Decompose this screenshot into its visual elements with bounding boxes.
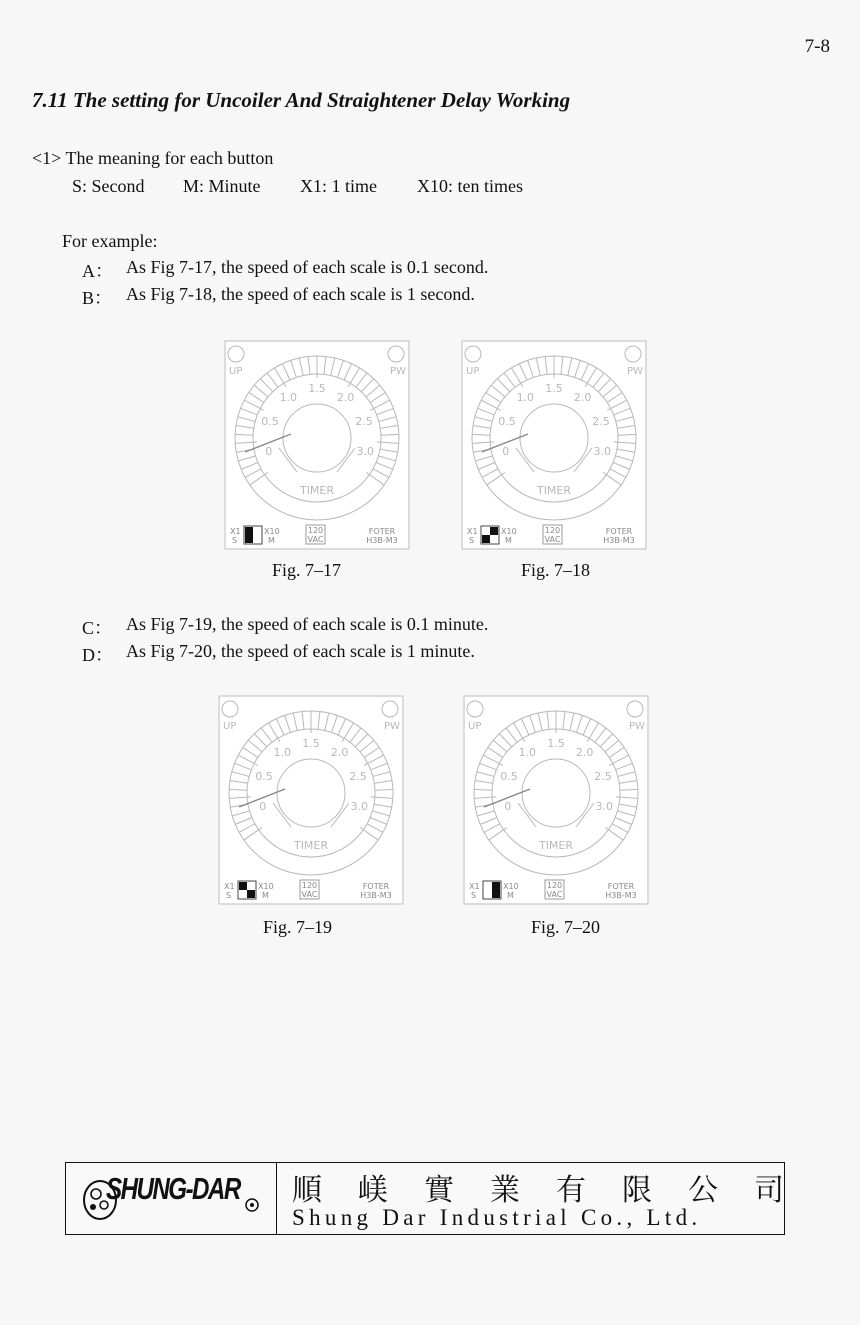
scale-label: 0.5 xyxy=(500,769,518,783)
definition-x1: X1: 1 time xyxy=(300,176,377,196)
chinese-char: 有 xyxy=(556,1173,586,1208)
dial-knob xyxy=(277,759,345,827)
scale-label: 1.0 xyxy=(516,391,535,405)
m-label: M xyxy=(262,891,269,900)
example-label: For example: xyxy=(62,231,158,251)
scale-label: 3.0 xyxy=(356,444,375,458)
scale-label: 2.0 xyxy=(336,391,355,405)
example-key-d: D： xyxy=(82,645,113,665)
m-label: M xyxy=(507,891,514,900)
scale-label: 0.5 xyxy=(261,414,279,428)
multiplier-switch-knob xyxy=(245,527,253,535)
multiplier-switch-knob xyxy=(492,882,500,890)
dial-knob xyxy=(520,404,588,472)
timer-dial-svg xyxy=(218,695,404,905)
brand-label: FOTER xyxy=(605,527,633,536)
m-label: M xyxy=(268,536,275,545)
figure-caption-7-19: Fig. 7–19 xyxy=(263,917,333,937)
dial-knob xyxy=(283,404,351,472)
figure-caption-7-17: Fig. 7–17 xyxy=(272,560,342,580)
chinese-char: 司 xyxy=(754,1173,784,1208)
vac-label: VAC xyxy=(546,890,563,899)
multiplier-switch-knob xyxy=(490,527,498,535)
timer-dial-svg xyxy=(463,695,649,905)
unit-switch-knob xyxy=(492,890,500,898)
timer-label: TIMER xyxy=(538,839,574,852)
scale-label: 2.5 xyxy=(592,414,610,428)
pw-label: PW xyxy=(629,721,645,732)
s-label: S xyxy=(226,891,232,900)
scale-label: 2.5 xyxy=(349,769,367,783)
timer-label: TIMER xyxy=(299,484,335,497)
chinese-char: 實 xyxy=(424,1173,454,1208)
timer-dial-svg xyxy=(461,340,647,550)
timer-label: TIMER xyxy=(293,839,329,852)
scale-label: 2.0 xyxy=(573,391,592,405)
company-footer xyxy=(65,1162,785,1235)
unit-switch-knob xyxy=(247,890,255,898)
x1-label: X1 xyxy=(469,882,480,891)
model-label: H3B-M3 xyxy=(605,891,637,900)
intro-text: <1> The meaning for each button xyxy=(32,148,274,168)
pw-label: PW xyxy=(390,366,406,377)
scale-label: 2.5 xyxy=(594,769,612,783)
company-logo xyxy=(66,1163,277,1234)
brand-label: FOTER xyxy=(362,882,390,891)
figure-caption-7-18: Fig. 7–18 xyxy=(521,560,591,580)
chinese-char: 限 xyxy=(622,1173,652,1208)
unit-switch-knob xyxy=(245,535,253,543)
timer-figure-7-20 xyxy=(463,695,649,905)
timer-figure-7-18 xyxy=(461,340,647,550)
voltage-label: 120 xyxy=(307,526,324,535)
up-label: UP xyxy=(229,366,243,377)
figure-caption-7-20: Fig. 7–20 xyxy=(531,917,601,937)
x1-label: X1 xyxy=(467,527,478,536)
pw-label: PW xyxy=(384,721,400,732)
up-label: UP xyxy=(466,366,480,377)
example-text-d: As Fig 7-20, the speed of each scale is 1 minute. xyxy=(126,641,475,661)
definition-s: S: Second xyxy=(72,176,145,196)
example-key-b: B： xyxy=(82,288,113,308)
m-label: M xyxy=(505,536,512,545)
model-label: H3B-M3 xyxy=(366,536,398,545)
scale-label: 0 xyxy=(259,799,267,813)
scale-label: 1.5 xyxy=(545,382,563,395)
scale-label: 2.0 xyxy=(330,746,349,760)
timer-label: TIMER xyxy=(536,484,572,497)
definition-x10: X10: ten times xyxy=(417,176,523,196)
brand-label: FOTER xyxy=(607,882,635,891)
up-label: UP xyxy=(223,721,237,732)
s-label: S xyxy=(469,536,475,545)
dial-knob xyxy=(522,759,590,827)
timer-dial-svg xyxy=(224,340,410,550)
scale-label: 3.0 xyxy=(350,799,369,813)
x10-label: X10 xyxy=(501,527,517,536)
scale-label: 3.0 xyxy=(595,799,614,813)
scale-label: 1.5 xyxy=(308,382,326,395)
scale-label: 0.5 xyxy=(255,769,273,783)
x1-label: X1 xyxy=(230,527,241,536)
unit-switch-knob xyxy=(482,535,490,543)
company-name-english: Shung Dar Industrial Co., Ltd. xyxy=(292,1205,702,1230)
scale-label: 0.5 xyxy=(498,414,516,428)
scale-label: 1.0 xyxy=(518,746,537,760)
x1-label: X1 xyxy=(224,882,235,891)
model-label: H3B-M3 xyxy=(603,536,635,545)
section-title: 7.11 The setting for Uncoiler And Straightener Delay Working xyxy=(32,88,571,112)
example-key-c: C： xyxy=(82,618,113,638)
scale-label: 0 xyxy=(265,444,273,458)
chinese-char: 公 xyxy=(688,1173,718,1208)
scale-label: 1.5 xyxy=(302,737,320,750)
example-key-a: A： xyxy=(82,261,113,281)
pw-label: PW xyxy=(627,366,643,377)
model-label: H3B-M3 xyxy=(360,891,392,900)
vac-label: VAC xyxy=(307,535,324,544)
s-label: S xyxy=(232,536,238,545)
logo-wordmark: SHUNG-DAR xyxy=(106,1171,240,1206)
x10-label: X10 xyxy=(258,882,274,891)
x10-label: X10 xyxy=(264,527,280,536)
multiplier-switch-knob xyxy=(239,882,247,890)
scale-label: 0 xyxy=(502,444,510,458)
scale-label: 0 xyxy=(504,799,512,813)
example-text-b: As Fig 7-18, the speed of each scale is 1 second. xyxy=(126,284,475,304)
scale-label: 1.0 xyxy=(273,746,292,760)
scale-label: 2.0 xyxy=(575,746,594,760)
voltage-label: 120 xyxy=(544,526,561,535)
x10-label: X10 xyxy=(503,882,519,891)
up-label: UP xyxy=(468,721,482,732)
example-text-c: As Fig 7-19, the speed of each scale is 0.1 minute. xyxy=(126,614,489,634)
voltage-label: 120 xyxy=(301,881,318,890)
vac-label: VAC xyxy=(544,535,561,544)
timer-figure-7-17 xyxy=(224,340,410,550)
definition-m: M: Minute xyxy=(183,176,261,196)
scale-label: 1.5 xyxy=(547,737,565,750)
button-definitions xyxy=(0,176,860,198)
chinese-char: 順 xyxy=(292,1173,322,1208)
brand-label: FOTER xyxy=(368,527,396,536)
chinese-char: 業 xyxy=(490,1173,520,1208)
chinese-char: 嵄 xyxy=(358,1173,388,1208)
scale-label: 2.5 xyxy=(355,414,373,428)
vac-label: VAC xyxy=(301,890,318,899)
timer-figure-7-19 xyxy=(218,695,404,905)
logo-mark-icon xyxy=(244,1197,260,1213)
voltage-label: 120 xyxy=(546,881,563,890)
scale-label: 1.0 xyxy=(279,391,298,405)
page-number: 7-8 xyxy=(804,36,830,57)
scale-label: 3.0 xyxy=(593,444,612,458)
example-text-a: As Fig 7-17, the speed of each scale is 0.1 second. xyxy=(126,257,489,277)
s-label: S xyxy=(471,891,477,900)
company-name-chinese xyxy=(292,1165,820,1209)
